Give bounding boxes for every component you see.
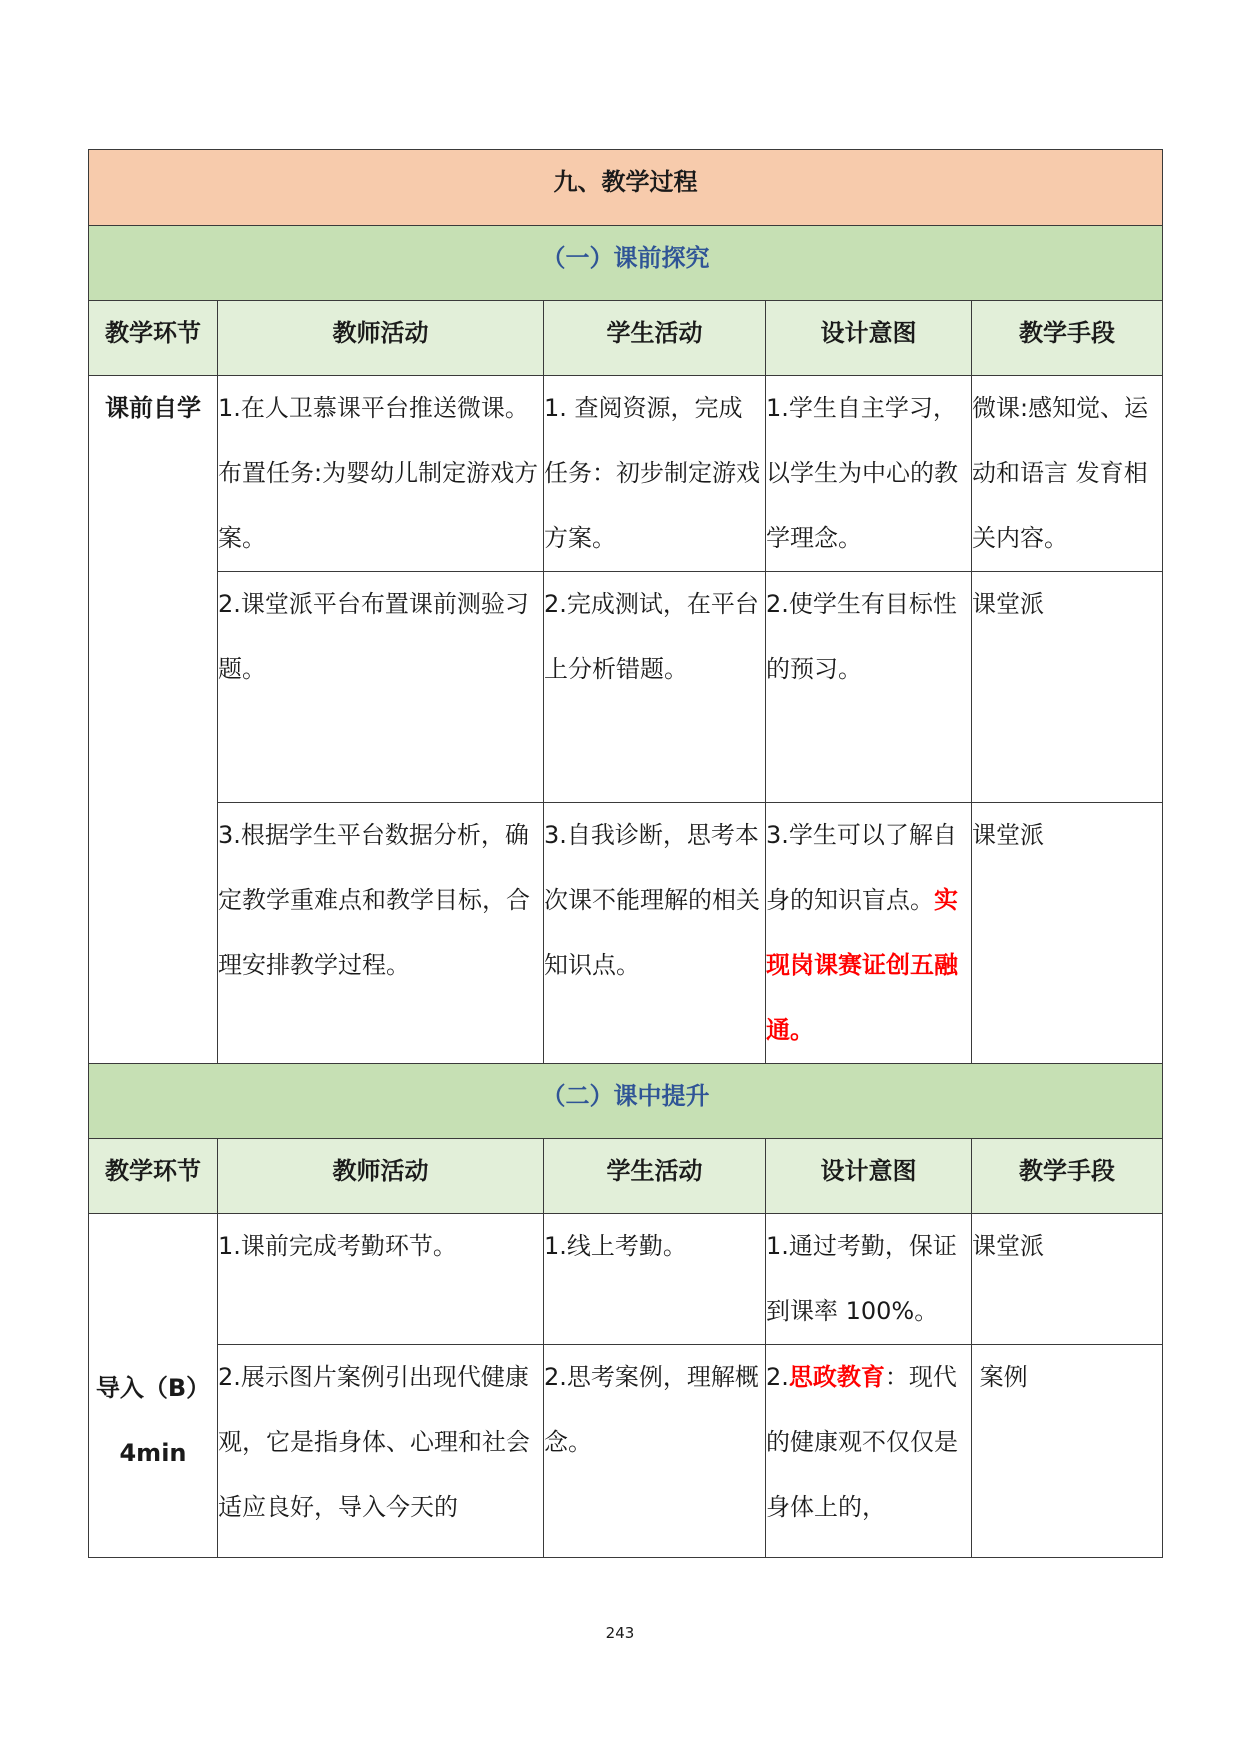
table-row bbox=[89, 376, 1163, 572]
teaching-means: 案例 bbox=[972, 1345, 1163, 1558]
teaching-means: 课堂派 bbox=[972, 1214, 1163, 1345]
design-intent: 1.通过考勤，保证到课率 100%。 bbox=[766, 1214, 972, 1345]
header-means: 教学手段 bbox=[972, 301, 1163, 376]
header-means: 教学手段 bbox=[972, 1139, 1163, 1214]
teacher-activity: 2.展示图片案例引出现代健康观，它是指身体、心理和社会适应良好，导入今天的 bbox=[218, 1345, 544, 1558]
teaching-means: 课堂派 bbox=[972, 803, 1163, 1064]
section-heading-inclass: （二）课中提升 bbox=[89, 1064, 1163, 1139]
stage-label: 导入（B） bbox=[95, 1373, 211, 1402]
page-number: 243 bbox=[605, 1624, 635, 1642]
stage-cell-intro bbox=[89, 1214, 218, 1558]
section-heading-preclass: （一）课前探究 bbox=[89, 226, 1163, 301]
stage-cell-preclass: 课前自学 bbox=[89, 376, 218, 1064]
teacher-activity: 2.课堂派平台布置课前测验习题。 bbox=[218, 572, 544, 803]
table-row bbox=[89, 803, 1163, 1064]
highlight-text: 思政教育 bbox=[788, 1363, 885, 1391]
teacher-activity: 1.课前完成考勤环节。 bbox=[218, 1214, 544, 1345]
design-intent: 2.使学生有目标性的预习。 bbox=[766, 572, 972, 803]
student-activity: 3.自我诊断，思考本次课不能理解的相关知识点。 bbox=[544, 803, 766, 1064]
design-intent-text: 点。 bbox=[886, 886, 934, 914]
stage-duration: 4min bbox=[119, 1438, 187, 1467]
student-activity: 2.思考案例，理解概 念。 bbox=[544, 1345, 766, 1558]
teacher-activity: 1.在人卫慕课平台推送微课。布置任务:为婴幼儿制定游戏方案。 bbox=[218, 376, 544, 572]
design-intent-text: 2. bbox=[766, 1363, 789, 1391]
header-stage: 教学环节 bbox=[89, 1139, 218, 1214]
table-row bbox=[89, 1214, 1163, 1345]
teaching-means: 课堂派 bbox=[972, 572, 1163, 803]
header-intent: 设计意图 bbox=[766, 1139, 972, 1214]
student-activity: 1.线上考勤。 bbox=[544, 1214, 766, 1345]
header-teacher: 教师活动 bbox=[218, 1139, 544, 1214]
teaching-process-table bbox=[88, 149, 1163, 1558]
header-student: 学生活动 bbox=[544, 301, 766, 376]
table-header-row bbox=[89, 1139, 1163, 1214]
design-intent-text: 3.学生可以了解自身的知识盲 bbox=[766, 821, 957, 914]
table-row bbox=[89, 572, 1163, 803]
table-row bbox=[89, 1345, 1163, 1558]
header-teacher: 教师活动 bbox=[218, 301, 544, 376]
highlight-text: 实现岗课赛证创五融通。 bbox=[766, 886, 958, 1044]
header-intent: 设计意图 bbox=[766, 301, 972, 376]
header-student: 学生活动 bbox=[544, 1139, 766, 1214]
student-activity: 2.完成测试，在平台上分析错题。 bbox=[544, 572, 766, 803]
page-title: 九、教学过程 bbox=[89, 150, 1163, 226]
design-intent bbox=[766, 1345, 972, 1558]
design-intent: 1.学生自主学习，以学生为中心的教学理念。 bbox=[766, 376, 972, 572]
header-stage: 教学环节 bbox=[89, 301, 218, 376]
design-intent-text: ：现代的健康观不仅仅是身体上的， bbox=[766, 1363, 958, 1521]
teaching-means: 微课:感知觉、运动和语言 发育相关内容。 bbox=[972, 376, 1163, 572]
student-activity: 1. 查阅资源，完成任务：初步制定游戏方案。 bbox=[544, 376, 766, 572]
design-intent bbox=[766, 803, 972, 1064]
table-header-row bbox=[89, 301, 1163, 376]
teacher-activity: 3.根据学生平台数据分析，确定教学重难点和教学目标，合理安排教学过程。 bbox=[218, 803, 544, 1064]
